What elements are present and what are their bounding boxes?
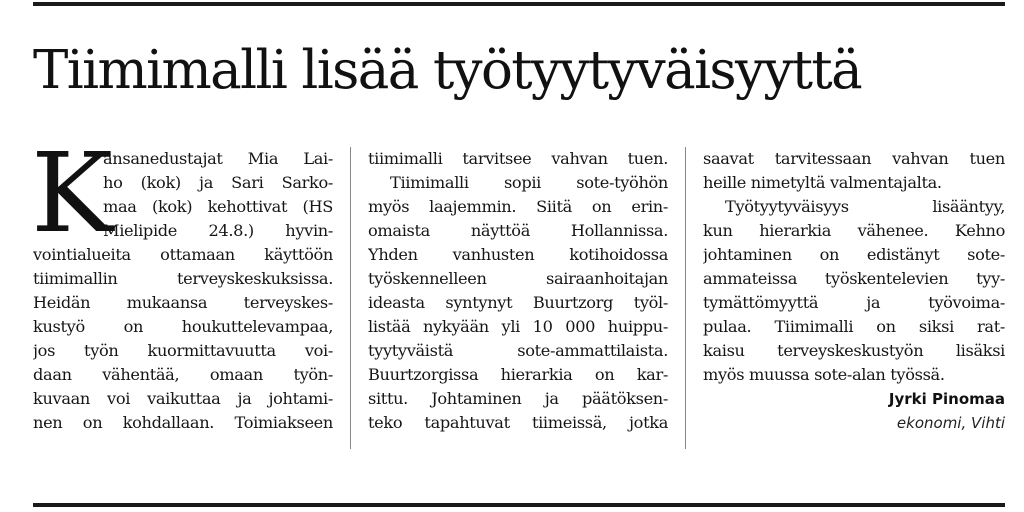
text-line: Buurtzorgissa hierarkia on kar- <box>368 365 668 384</box>
top-rule <box>33 2 1005 6</box>
text-line: kun hierarkia vähenee. Kehno <box>703 221 1005 240</box>
text-line: Heidän mukaansa terveyskes- <box>33 293 333 312</box>
column-divider <box>685 147 686 449</box>
text-line: ho (kok) ja Sari Sarko- <box>103 173 333 192</box>
column-divider <box>350 147 351 449</box>
text-line: Työtyytyväisyys lisääntyy, <box>725 197 1005 216</box>
text-line: vointialueita ottamaan käyttöön <box>33 245 333 264</box>
text-line: kuvaan voi vaikuttaa ja johtami- <box>33 389 333 408</box>
text-line: kaisu terveyskeskustyön lisäksi <box>703 341 1005 360</box>
column-2 <box>368 147 668 435</box>
text-line: tiimimallin terveyskeskuksissa. <box>33 269 333 288</box>
text-line: ideasta syntynyt Buurtzorg työl- <box>368 293 668 312</box>
text-line: sittu. Johtaminen ja päätöksen- <box>368 389 668 408</box>
text-line: tyytyväistä sote-ammattilaista. <box>368 341 668 360</box>
text-line: kustyö on houkuttelevampaa, <box>33 317 333 336</box>
text-line: daan vähentää, omaan työn- <box>33 365 333 384</box>
text-line: maa (kok) kehottivat (HS <box>103 197 333 216</box>
headline: Tiimimalli lisää työtyytyväisyyttä <box>33 40 862 101</box>
text-line: omaista näyttöä Hollannissa. <box>368 221 668 240</box>
text-line: johtaminen on edistänyt sote- <box>703 245 1005 264</box>
text-line: ansanedustajat Mia Lai- <box>103 149 333 168</box>
text-line: ammateissa työskentelevien tyy- <box>703 269 1005 288</box>
text-line: saavat tarvitessaan vahvan tuen <box>703 149 1005 168</box>
text-line: Yhden vanhusten kotihoidossa <box>368 245 668 264</box>
text-line: listää nykyään yli 10 000 huippu- <box>368 317 668 336</box>
text-line: Tiimimalli sopii sote-työhön <box>390 173 668 192</box>
bottom-rule <box>33 503 1005 507</box>
author-title: ekonomi, Vihti <box>896 414 1005 432</box>
author-name: Jyrki Pinomaa <box>888 390 1005 408</box>
text-line: Mielipide 24.8.) hyvin- <box>103 221 333 240</box>
text-line: pulaa. Tiimimalli on siksi rat- <box>703 317 1005 336</box>
text-line: jos työn kuormittavuutta voi- <box>33 341 333 360</box>
text-line: teko tapahtuvat tiimeissä, jotka <box>368 413 668 432</box>
column-3 <box>703 147 1005 435</box>
drop-cap: K <box>31 129 114 257</box>
column-1 <box>33 147 333 435</box>
text-line: myös laajemmin. Siitä on erin- <box>368 197 668 216</box>
text-line: heille nimetyltä valmentajalta. <box>703 173 942 192</box>
text-line: nen on kohdallaan. Toimiakseen <box>33 413 333 432</box>
text-line: työskennelleen sairaanhoitajan <box>368 269 668 288</box>
text-line: myös muussa sote-alan työssä. <box>703 365 945 384</box>
text-line: tiimimalli tarvitsee vahvan tuen. <box>368 149 668 168</box>
text-line: tymättömyyttä ja työvoima- <box>703 293 1005 312</box>
